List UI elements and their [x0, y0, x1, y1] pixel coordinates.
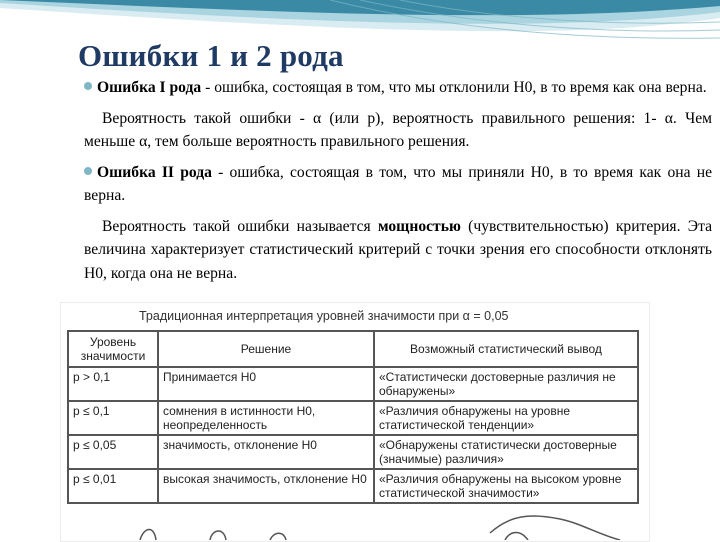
slide-body [84, 76, 712, 285]
table-row [68, 401, 638, 435]
power-text-after: (чувствительностью) критерия. Эта величина характеризует статистический критерий с точки зрения его способности отклонять H0, когда она не верна. [84, 217, 713, 282]
term-type1-error: Ошибка I рода [97, 79, 202, 96]
cell-level: p > 0,1 [68, 367, 158, 401]
cell-conclusion: «Обнаружены статистически достоверные (значимые) различия» [374, 435, 638, 469]
table-row [68, 469, 638, 503]
cell-decision: Принимается H0 [158, 367, 374, 401]
power-text-before: Вероятность такой ошибки называется [102, 217, 378, 235]
table-row [68, 435, 638, 469]
slide-title: Ошибки 1 и 2 рода [78, 38, 344, 73]
cell-level: p ≤ 0,1 [68, 401, 158, 435]
paragraph-type1-error [84, 76, 712, 100]
header-level: Уровень значимости [68, 331, 158, 367]
cell-conclusion: «Различия обнаружены на высоком уровне статистической значимости» [374, 469, 638, 503]
cell-decision: сомнения в истинности H0, неопределенность [158, 401, 374, 435]
cell-conclusion: «Статистически достоверные различия не обнаружены» [374, 367, 638, 401]
table-header-row [68, 331, 638, 367]
bullet-icon [84, 82, 92, 90]
cell-decision: значимость, отклонение H0 [158, 435, 374, 469]
cell-conclusion: «Различия обнаружены на уровне статистической тенденции» [374, 401, 638, 435]
term-type2-error: Ошибка II рода [97, 163, 212, 181]
header-decision: Решение [158, 331, 374, 367]
paragraph-alpha: Вероятность такой ошибки - α (или р), вероятность правильного решения: 1- α. Чем меньше α, тем больше вероятность правильного решения. [84, 109, 712, 150]
sketch-decoration [60, 505, 648, 540]
paragraph-power [84, 215, 712, 286]
table-row [68, 367, 638, 401]
paragraph-type2-error [84, 161, 712, 208]
type1-error-definition: - ошибка, состоящая в том, что мы отклонили H0, в то время как она верна. [201, 79, 707, 96]
cell-level: p ≤ 0,05 [68, 435, 158, 469]
cell-level: p ≤ 0,01 [68, 469, 158, 503]
table-caption: Традиционная интерпретация уровней значимости при α = 0,05 [139, 309, 509, 323]
bullet-icon [84, 167, 92, 175]
significance-table [67, 330, 639, 504]
header-conclusion: Возможный статистический вывод [374, 331, 638, 367]
cell-decision: высокая значимость, отклонение H0 [158, 469, 374, 503]
type2-error-definition: - ошибка, состоящая в том, что мы приняли H0, в то время как она не верна. [84, 163, 712, 204]
term-power: мощностью [377, 217, 461, 235]
